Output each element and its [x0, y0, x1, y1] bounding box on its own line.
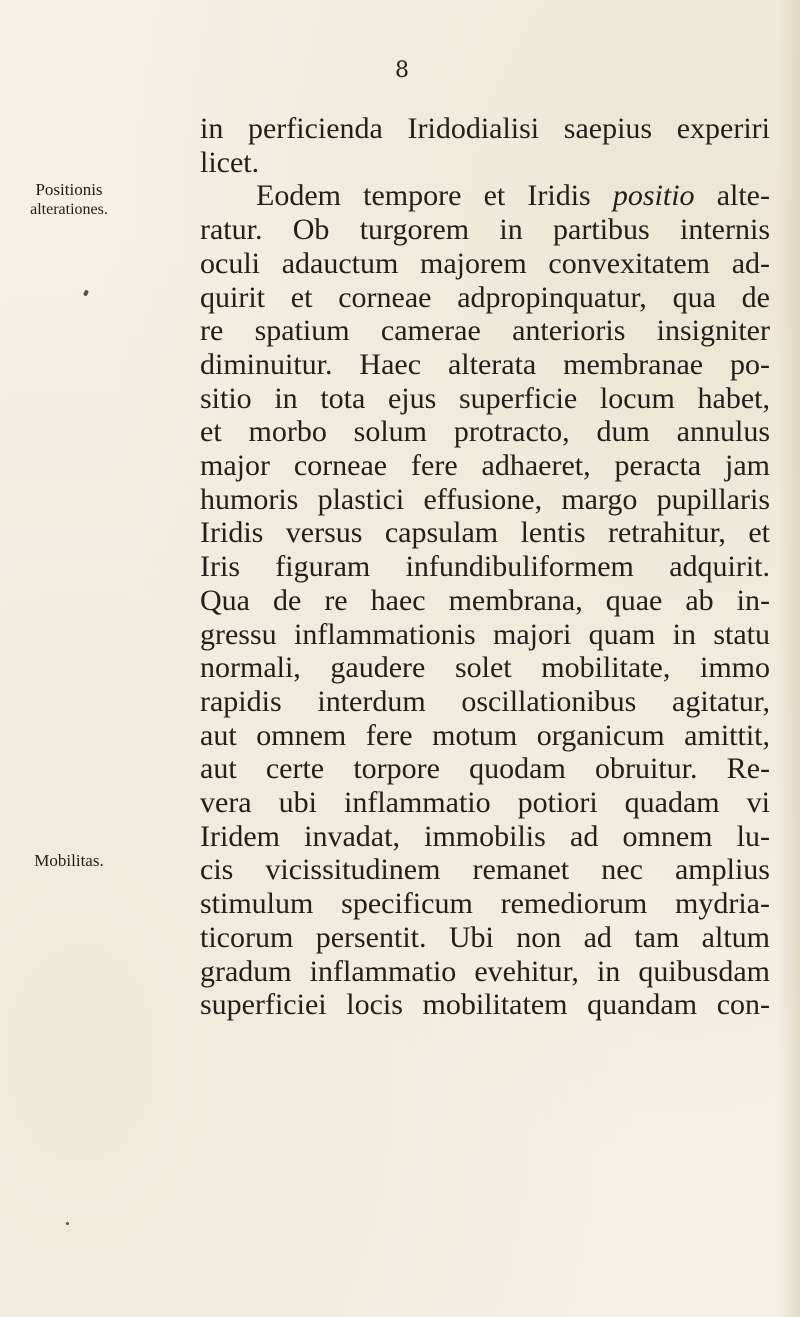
text-line: rapidis interdum oscillationibus agitatur,	[200, 684, 770, 718]
text-line: sitio in tota ejus superficie locum habet,	[200, 381, 770, 415]
text-line: gradum inflammatio evehitur, in quibusdam	[200, 954, 770, 988]
text-line: in perficienda Iridodialisi saepius experiri	[200, 112, 770, 145]
text-line: ratur. Ob turgorem in partibus internis	[200, 213, 770, 247]
body-text	[200, 112, 770, 1022]
text-line: Eodem tempore et Iridis positio alte-	[256, 179, 770, 213]
margin-note-line: Positionis	[35, 180, 103, 199]
text-line: et morbo solum protracto, dum annulus	[200, 415, 770, 449]
page-edge-shadow	[778, 0, 800, 1317]
italic-word: positio	[612, 179, 695, 213]
margin-note-positionis	[14, 180, 124, 220]
text-line: humoris plastici effusione, margo pupillaris	[200, 482, 770, 516]
text-line: diminuitur. Haec alterata membranae po-	[200, 347, 770, 381]
margin-note-line: alterationes.	[30, 201, 108, 218]
text-line: Iris figuram infundibuliformem adquirit.	[200, 550, 770, 584]
text-line: normali, gaudere solet mobilitate, immo	[200, 651, 770, 685]
text-line: stimulum specificum remediorum mydria-	[200, 887, 770, 921]
text-line: oculi adauctum majorem convexitatem ad-	[200, 246, 770, 280]
text-line: re spatium camerae anterioris insigniter	[200, 314, 770, 348]
text-line: aut omnem fere motum organicum amittit,	[200, 718, 770, 752]
text-line: superficiei locis mobilitatem quandam con-	[200, 988, 770, 1022]
text-line: gressu inflammationis majori quam in statu	[200, 617, 770, 651]
page-number: 8	[395, 58, 409, 83]
text-line: licet.	[200, 145, 260, 179]
text-line: Qua de re haec membrana, quae ab in-	[200, 583, 770, 617]
text-line: vera ubi inflammatio potiori quadam vi	[200, 786, 770, 820]
margin-note-mobilitas: Mobilitas.	[34, 851, 104, 870]
text-line: quirit et corneae adpropinquatur, qua de	[200, 280, 770, 314]
text-line: cis vicissitudinem remanet nec amplius	[200, 853, 770, 887]
text-line: Iridem invadat, immobilis ad omnem lu-	[200, 819, 770, 853]
text-line: Iridis versus capsulam lentis retrahitur, et	[200, 516, 770, 550]
text-line: ticorum persentit. Ubi non ad tam altum	[200, 920, 770, 954]
ink-speck	[83, 289, 89, 296]
text-line: aut certe torpore quodam obruitur. Re-	[200, 752, 770, 786]
ink-speck	[66, 1222, 70, 1226]
text-line: major corneae fere adhaeret, peracta jam	[200, 449, 770, 483]
